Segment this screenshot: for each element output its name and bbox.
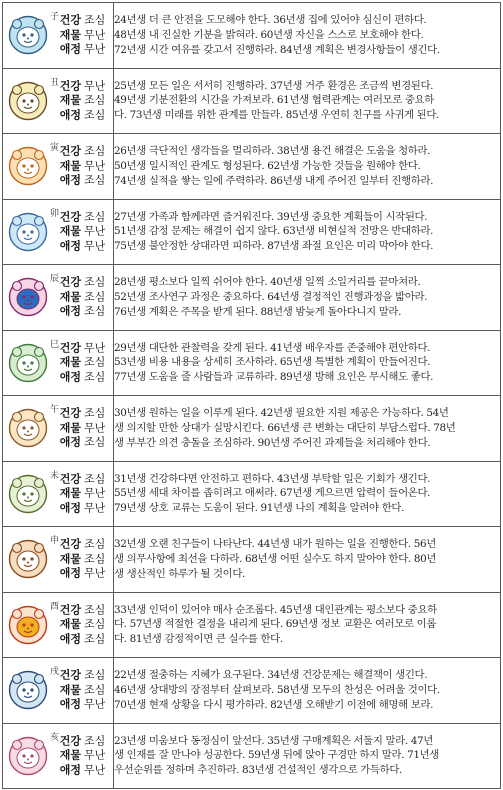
health-value: 조심 — [84, 603, 106, 616]
health-value: 조심 — [84, 472, 106, 485]
fortune-line: 46년생 상대방의 장점부터 살펴보라. 58년생 모두의 찬성은 어려울 것이다. — [114, 683, 440, 696]
fortune-line: 33년생 인덕이 있어야 매사 순조롭다. 45년생 대인관계는 평소보다 중요하 — [114, 603, 437, 616]
zodiac-hanja: 寅 — [50, 143, 60, 153]
money-rating — [50, 552, 111, 567]
health-rating — [50, 79, 111, 94]
health-value: 조심 — [84, 144, 106, 158]
health-label: 건강 — [59, 210, 81, 223]
money-rating — [50, 618, 111, 633]
health-value: 조심 — [84, 210, 106, 223]
money-label: 재물 — [59, 290, 81, 303]
horoscope-rows — [3, 3, 501, 789]
love-rating — [50, 763, 111, 778]
health-label: 건강 — [59, 275, 81, 289]
love-value: 조심 — [84, 435, 106, 449]
money-rating — [50, 225, 111, 240]
fortune-line: 23년생 미움보다 동정심이 앞선다. 35년생 구매계획은 서둘지 말라. 47년 — [114, 734, 433, 747]
money-label: 재물 — [59, 28, 81, 41]
fortune-ratings — [50, 276, 111, 320]
zodiac-hanja: 巳 — [50, 339, 60, 350]
money-label: 재물 — [59, 355, 81, 369]
fortune-ratings — [50, 603, 111, 647]
love-label: 애정 — [59, 501, 81, 514]
money-rating — [50, 290, 111, 305]
love-value: 무난 — [84, 501, 106, 514]
fortune-line: 55년생 세대 차이를 좁히려고 애써라. 67년생 게으르면 압력이 들어온다. — [114, 487, 431, 500]
zodiac-sign-cell — [3, 658, 114, 724]
love-label: 애정 — [59, 632, 81, 645]
fortune-text-cell — [114, 265, 501, 331]
fortune-text-cell — [114, 199, 501, 265]
health-rating — [50, 210, 111, 225]
fortune-line: 72년생 시간 여유를 갖고서 진행하라. 84년생 계획은 변경사항들이 생긴다. — [114, 43, 440, 56]
love-value: 무난 — [84, 763, 106, 776]
fortune-line: 77년생 도움을 줄 사람들과 교류하라. 89년생 방해 요인은 무시해도 좋다. — [114, 371, 434, 384]
zodiac-row-pig — [3, 723, 501, 789]
zodiac-hanja: 丑 — [50, 77, 60, 88]
zodiac-hanja: 戌 — [50, 667, 60, 677]
fortune-line: 32년생 오랜 친구들이 나타난다. 44년생 내가 원하는 일을 진행한다. 56년 — [114, 538, 436, 551]
fortune-line: 29년생 대단한 관찰력을 갖게 된다. 41년생 배우자를 존중해야 편안하다. — [114, 341, 431, 354]
fortune-line: 25년생 모든 일은 서서히 진행하라. 37년생 거주 환경은 조금씩 변경된다. — [114, 79, 434, 92]
fortune-line: 70년생 현재 상황을 다시 평가하라. 82년생 오해받기 이전에 해명해 보라. — [114, 698, 434, 711]
love-value: 조심 — [84, 304, 106, 318]
fortune-line: 24년생 더 큰 안전을 도모해야 한다. 36년생 집에 있어야 심신이 편하다. — [114, 14, 427, 27]
money-label: 재물 — [59, 486, 81, 500]
health-label: 건강 — [59, 79, 81, 92]
dragon-icon — [8, 277, 48, 317]
zodiac-row-goat — [3, 461, 501, 527]
zodiac-row-horse — [3, 396, 501, 462]
love-label: 애정 — [59, 566, 81, 580]
love-label: 애정 — [59, 239, 81, 252]
zodiac-hanja: 未 — [50, 470, 60, 481]
love-rating — [50, 239, 111, 254]
rat-icon — [8, 15, 48, 55]
love-label: 애정 — [59, 42, 81, 56]
zodiac-hanja: 酉 — [50, 601, 60, 612]
money-value: 무난 — [84, 224, 106, 238]
fortune-ratings — [50, 14, 111, 58]
love-rating — [50, 698, 111, 713]
fortune-line: 51년생 감정 문제는 해결이 쉽지 않다. 63년생 비현실적 전망은 반대하라. — [114, 225, 434, 238]
fortune-ratings — [50, 407, 111, 451]
love-rating — [50, 370, 111, 385]
zodiac-sign-cell — [3, 461, 114, 527]
money-value: 조심 — [84, 617, 106, 631]
zodiac-sign-cell — [3, 199, 114, 265]
money-value: 조심 — [84, 683, 106, 696]
money-rating — [50, 421, 111, 436]
fortune-ratings — [50, 734, 111, 778]
money-value: 무난 — [84, 421, 106, 434]
fortune-line: 74년생 실적을 쌓는 일에 주력하라. 86년생 내게 주어진 일부터 진행하라. — [114, 174, 434, 187]
dog-icon — [8, 670, 48, 710]
health-label: 건강 — [59, 144, 81, 158]
health-rating — [50, 145, 111, 160]
health-rating — [50, 341, 111, 356]
love-label: 애정 — [59, 108, 81, 121]
money-value: 무난 — [84, 748, 106, 762]
health-rating — [50, 14, 111, 29]
zodiac-row-rooster — [3, 592, 501, 658]
fortune-line: 다. 81년생 감정적이면 큰 실수를 한다. — [114, 633, 283, 646]
fortune-text-cell — [114, 68, 501, 134]
money-label: 재물 — [59, 683, 81, 696]
love-value: 무난 — [84, 239, 106, 252]
zodiac-sign-cell — [3, 527, 114, 593]
love-label: 애정 — [59, 435, 81, 449]
pig-icon — [8, 736, 48, 776]
health-label: 건강 — [59, 734, 81, 747]
fortune-text-cell — [114, 396, 501, 462]
fortune-line: 27년생 가족과 함께라면 즐거워진다. 39년생 중요한 계획들이 시작된다. — [114, 210, 428, 223]
health-label: 건강 — [59, 406, 81, 420]
health-rating — [50, 472, 111, 487]
money-rating — [50, 28, 111, 43]
zodiac-row-dragon — [3, 265, 501, 331]
money-label: 재물 — [59, 421, 81, 434]
money-label: 재물 — [59, 224, 81, 238]
money-value: 무난 — [84, 28, 106, 41]
ox-icon — [8, 81, 48, 121]
money-label: 재물 — [59, 748, 81, 762]
fortune-line: 생 의지할 만한 상대가 실망시킨다. 66년생 큰 변화는 대단히 부담스럽다. 78년 — [114, 421, 456, 434]
love-label: 애정 — [59, 304, 81, 318]
fortune-line: 50년생 일시적인 관계도 형성된다. 62년생 가능한 것들을 원해야 한다. — [114, 159, 421, 172]
health-value: 무난 — [84, 341, 106, 354]
money-value: 무난 — [84, 486, 106, 500]
love-label: 애정 — [59, 370, 81, 383]
health-value: 조심 — [84, 13, 106, 27]
love-value: 무난 — [84, 42, 106, 56]
zodiac-sign-cell — [3, 330, 114, 396]
money-rating — [50, 159, 111, 174]
money-label: 재물 — [59, 159, 81, 172]
fortune-line: 우선순위를 정하며 추진하라. 83년생 건설적인 생각으로 가득하다. — [114, 764, 403, 777]
fortune-line: 49년생 기분전환의 시간을 가져보라. 61년생 협력관계는 여러모로 중요하 — [114, 94, 434, 107]
health-rating — [50, 669, 111, 684]
fortune-line: 76년생 계획은 주목을 받게 된다. 88년생 밤늦게 돌아다니지 말라. — [114, 305, 402, 318]
love-value: 조심 — [84, 108, 106, 121]
fortune-ratings — [50, 538, 111, 582]
love-value: 조심 — [84, 370, 106, 383]
health-label: 건강 — [59, 13, 81, 27]
health-rating — [50, 407, 111, 422]
zodiac-hanja: 午 — [50, 405, 60, 415]
goat-icon — [8, 474, 48, 514]
zodiac-hanja: 申 — [50, 536, 60, 546]
fortune-line: 다. 73년생 미래를 위한 관계를 만들라. 85년생 우연히 친구를 사귀게 된다. — [114, 109, 439, 122]
health-value: 조심 — [84, 734, 106, 747]
fortune-text-cell — [114, 330, 501, 396]
fortune-line: 30년생 원하는 일을 이루게 된다. 42년생 필요한 지원 제공은 가능하다. 54년 — [114, 407, 449, 420]
money-rating — [50, 94, 111, 109]
health-rating — [50, 734, 111, 749]
fortune-line: 22년생 절충하는 지혜가 요구된다. 34년생 건강문제는 해결책이 생긴다. — [114, 669, 428, 682]
love-rating — [50, 305, 111, 320]
zodiac-row-snake — [3, 330, 501, 396]
fortune-text-cell — [114, 527, 501, 593]
fortune-text-cell — [114, 592, 501, 658]
love-rating — [50, 108, 111, 123]
health-rating — [50, 276, 111, 291]
fortune-text-cell — [114, 658, 501, 724]
fortune-line: 31년생 건강하다면 안전하고 편하다. 43년생 부탁할 일은 기회가 생긴다. — [114, 472, 431, 485]
zodiac-hanja: 辰 — [50, 274, 60, 284]
money-label: 재물 — [59, 93, 81, 107]
money-value: 조심 — [84, 355, 106, 369]
zodiac-sign-cell — [3, 723, 114, 789]
zodiac-sign-cell — [3, 396, 114, 462]
money-rating — [50, 749, 111, 764]
fortune-text-cell — [114, 723, 501, 789]
zodiac-row-rat — [3, 3, 501, 69]
fortune-ratings — [50, 472, 111, 516]
rooster-icon — [8, 605, 48, 645]
fortune-ratings — [50, 341, 111, 385]
zodiac-row-rabbit — [3, 199, 501, 265]
fortune-ratings — [50, 669, 111, 713]
love-rating — [50, 174, 111, 189]
money-value: 무난 — [84, 159, 106, 172]
love-rating — [50, 436, 111, 451]
money-rating — [50, 356, 111, 371]
love-label: 애정 — [59, 173, 81, 187]
fortune-text-cell — [114, 461, 501, 527]
money-label: 재물 — [59, 617, 81, 631]
zodiac-hanja: 子 — [50, 12, 60, 22]
zodiac-sign-cell — [3, 265, 114, 331]
fortune-text-cell — [114, 134, 501, 200]
monkey-icon — [8, 539, 48, 579]
snake-icon — [8, 343, 48, 383]
horse-icon — [8, 408, 48, 448]
health-value: 조심 — [84, 406, 106, 420]
health-label: 건강 — [59, 603, 81, 616]
fortune-line: 79년생 상호 교류는 도움이 된다. 91년생 나의 계획을 알려야 한다. — [114, 502, 405, 515]
zodiac-hanja: 亥 — [50, 732, 60, 743]
love-value: 무난 — [84, 697, 106, 711]
love-label: 애정 — [59, 763, 81, 776]
health-value: 조심 — [84, 275, 106, 289]
money-rating — [50, 487, 111, 502]
fortune-line: 52년생 조사연구 과정은 중요하다. 64년생 결정적인 진행과정을 밟아라. — [114, 290, 428, 303]
health-label: 건강 — [59, 341, 81, 354]
zodiac-row-dog — [3, 658, 501, 724]
fortune-ratings — [50, 79, 111, 123]
fortune-line: 생 부부간 의견 충돌을 조심하라. 90년생 주어진 과제들을 처리해야 한다. — [114, 436, 431, 449]
money-label: 재물 — [59, 552, 81, 565]
zodiac-sign-cell — [3, 134, 114, 200]
love-value: 무난 — [84, 566, 106, 580]
fortune-ratings — [50, 210, 111, 254]
rabbit-icon — [8, 212, 48, 252]
zodiac-sign-cell — [3, 592, 114, 658]
health-label: 건강 — [59, 668, 81, 682]
money-value: 조심 — [84, 290, 106, 303]
love-rating — [50, 501, 111, 516]
zodiac-hanja: 卯 — [50, 208, 60, 219]
fortune-line: 75년생 불안정한 상대라면 피하라. 87년생 좌절 요인은 미리 막아야 한다. — [114, 240, 434, 253]
zodiac-sign-cell — [3, 3, 114, 69]
fortune-line: 생 인재를 잘 만나야 성공한다. 59년생 뒤에 앉아 구경만 하지 말라. 71년생 — [114, 749, 439, 762]
fortune-line: 26년생 극단적인 생각들을 멀리하라. 38년생 용건 해결은 도움을 청하라. — [114, 145, 431, 158]
love-value: 조심 — [84, 173, 106, 187]
love-label: 애정 — [59, 697, 81, 711]
zodiac-row-ox — [3, 68, 501, 134]
health-rating — [50, 603, 111, 618]
horoscope-table — [2, 2, 501, 789]
health-value: 조심 — [84, 537, 106, 551]
love-value: 조심 — [84, 632, 106, 645]
love-rating — [50, 632, 111, 647]
fortune-text-cell — [114, 3, 501, 69]
love-rating — [50, 567, 111, 582]
fortune-line: 생 의무사항에 최선을 다하라. 68년생 어떤 실수도 하지 말아야 한다. 80년 — [114, 552, 437, 565]
health-value: 조심 — [84, 668, 106, 682]
fortune-line: 생 생산적인 하루가 될 것이다. — [114, 567, 246, 580]
money-value: 조심 — [84, 552, 106, 565]
fortune-line: 28년생 평소보다 일찍 쉬어야 한다. 40년생 일찍 소일거리를 끝마쳐라. — [114, 276, 421, 289]
fortune-line: 48년생 내 진실한 기분을 밝혀라. 60년생 자신을 스스로 보호해야 한다. — [114, 28, 424, 41]
health-value: 무난 — [84, 79, 106, 92]
fortune-line: 53년생 비용 내용을 상세히 조사하라. 65년생 특별한 계획이 만들어진다. — [114, 356, 431, 369]
zodiac-row-monkey — [3, 527, 501, 593]
health-label: 건강 — [59, 537, 81, 551]
zodiac-row-tiger — [3, 134, 501, 200]
money-rating — [50, 683, 111, 698]
health-label: 건강 — [59, 472, 81, 485]
fortune-ratings — [50, 145, 111, 189]
zodiac-sign-cell — [3, 68, 114, 134]
health-rating — [50, 538, 111, 553]
love-rating — [50, 43, 111, 58]
fortune-line: 다. 57년생 적절한 결정을 내리게 된다. 69년생 정보 교환은 여러모로 이롭 — [114, 618, 437, 631]
money-value: 조심 — [84, 93, 106, 107]
tiger-icon — [8, 146, 48, 186]
